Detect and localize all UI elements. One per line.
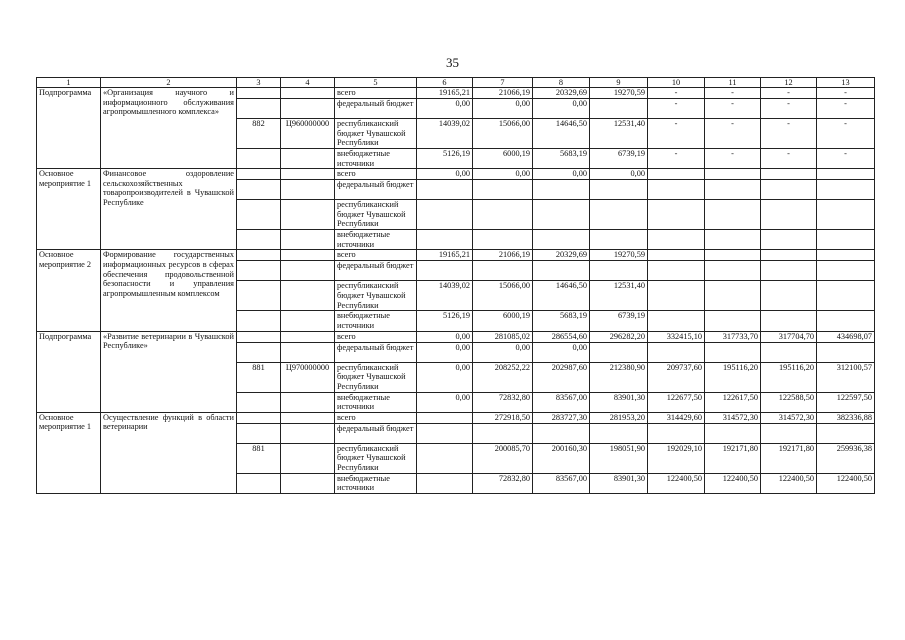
value-cell [473,261,533,281]
value-cell: 14039,02 [417,281,473,311]
table-row [37,88,875,99]
value-cell [817,342,875,362]
value-cell [761,281,817,311]
header-cell: 3 [237,78,281,88]
funding-source: внебюджетные источники [335,473,417,493]
value-cell: - [761,119,817,149]
value-cell [761,342,817,362]
value-cell: 0,00 [533,169,590,180]
value-cell: 5126,19 [417,311,473,331]
value-cell [533,200,590,230]
target-code [281,230,335,250]
value-cell [417,180,473,200]
value-cell [761,230,817,250]
funding-source: внебюджетные источники [335,311,417,331]
table-row [37,412,875,423]
value-cell: 12531,40 [590,281,648,311]
value-cell [648,230,705,250]
value-cell: 122400,50 [761,473,817,493]
grbs-code [237,200,281,230]
value-cell [648,342,705,362]
target-code [281,261,335,281]
program-name: «Развитие ветеринарии в Чувашской Республике» [101,331,237,412]
value-cell [761,180,817,200]
funding-source: республиканский бюджет Чувашской Республики [335,362,417,392]
grbs-code [237,261,281,281]
value-cell: 259936,38 [817,443,875,473]
value-cell [705,261,761,281]
value-cell: 198051,90 [590,443,648,473]
value-cell [473,230,533,250]
funding-source: республиканский бюджет Чувашской Республики [335,281,417,311]
value-cell [473,200,533,230]
value-cell [705,230,761,250]
value-cell: 21066,19 [473,250,533,261]
value-cell [817,250,875,261]
target-code [281,281,335,311]
grbs-code [237,99,281,119]
value-cell: 15066,00 [473,119,533,149]
grbs-code [237,342,281,362]
target-code [281,331,335,342]
value-cell: 195116,20 [761,362,817,392]
value-cell [761,311,817,331]
value-cell: 281085,02 [473,331,533,342]
value-cell: 200160,30 [533,443,590,473]
value-cell: 83901,30 [590,392,648,412]
value-cell: 19270,59 [590,88,648,99]
value-cell [417,200,473,230]
value-cell [533,180,590,200]
grbs-code [237,169,281,180]
grbs-code: 881 [237,443,281,473]
value-cell: 0,00 [417,362,473,392]
value-cell: 209737,60 [648,362,705,392]
target-code [281,443,335,473]
target-code [281,311,335,331]
table-row [37,169,875,180]
value-cell: 272918,50 [473,412,533,423]
value-cell: 434698,07 [817,331,875,342]
value-cell: - [705,119,761,149]
value-cell: 6000,19 [473,149,533,169]
value-cell: - [648,149,705,169]
value-cell [761,169,817,180]
grbs-code [237,412,281,423]
value-cell [417,412,473,423]
funding-source: федеральный бюджет [335,261,417,281]
header-cell: 1 [37,78,101,88]
value-cell [817,311,875,331]
program-type: Основное мероприятие 2 [37,250,101,331]
program-name: «Организация научного и информационного обслуживания агропромышленного комплекса» [101,88,237,169]
grbs-code [237,250,281,261]
value-cell: 0,00 [533,99,590,119]
value-cell: - [648,119,705,149]
grbs-code [237,392,281,412]
header-cell: 10 [648,78,705,88]
value-cell [533,423,590,443]
value-cell: - [648,88,705,99]
header-cell: 8 [533,78,590,88]
value-cell [648,261,705,281]
target-code [281,169,335,180]
value-cell [761,423,817,443]
value-cell: 5683,19 [533,311,590,331]
header-cell: 7 [473,78,533,88]
value-cell [705,342,761,362]
value-cell [533,261,590,281]
header-cell: 9 [590,78,648,88]
value-cell: 6000,19 [473,311,533,331]
funding-source: республиканский бюджет Чувашской Республики [335,119,417,149]
value-cell: 0,00 [417,392,473,412]
grbs-code [237,88,281,99]
value-cell [705,423,761,443]
value-cell: 14646,50 [533,119,590,149]
funding-source: федеральный бюджет [335,342,417,362]
value-cell [705,200,761,230]
value-cell [817,169,875,180]
target-code [281,99,335,119]
header-cell: 13 [817,78,875,88]
funding-source: республиканский бюджет Чувашской Республики [335,443,417,473]
value-cell: 6739,19 [590,149,648,169]
value-cell: 314429,60 [648,412,705,423]
value-cell: 312100,57 [817,362,875,392]
funding-source: федеральный бюджет [335,180,417,200]
value-cell: 122597,50 [817,392,875,412]
target-code [281,423,335,443]
value-cell [417,473,473,493]
value-cell [648,281,705,311]
target-code [281,180,335,200]
value-cell: 72832,80 [473,473,533,493]
funding-source: всего [335,412,417,423]
program-type: Основное мероприятие 1 [37,169,101,250]
value-cell: 6739,19 [590,311,648,331]
value-cell: 122588,50 [761,392,817,412]
value-cell: 317704,70 [761,331,817,342]
value-cell: 0,00 [473,342,533,362]
funding-source: федеральный бюджет [335,423,417,443]
value-cell: 122400,50 [648,473,705,493]
value-cell: 332415,10 [648,331,705,342]
value-cell: 281953,20 [590,412,648,423]
value-cell: - [648,99,705,119]
value-cell: 83567,00 [533,392,590,412]
header-cell: 11 [705,78,761,88]
header-cell: 12 [761,78,817,88]
funding-source: всего [335,88,417,99]
value-cell: 20329,69 [533,250,590,261]
value-cell [417,443,473,473]
grbs-code [237,180,281,200]
value-cell [817,261,875,281]
value-cell: 12531,40 [590,119,648,149]
funding-source: всего [335,331,417,342]
value-cell [590,261,648,281]
value-cell: - [817,119,875,149]
value-cell: - [761,149,817,169]
value-cell: 122400,50 [817,473,875,493]
value-cell [473,423,533,443]
value-cell: 19270,59 [590,250,648,261]
value-cell: - [817,99,875,119]
value-cell [817,423,875,443]
value-cell: 195116,20 [705,362,761,392]
value-cell [705,169,761,180]
funding-source: внебюджетные источники [335,392,417,412]
table-row [37,250,875,261]
value-cell: 83901,30 [590,473,648,493]
budget-table [36,77,875,494]
funding-source: федеральный бюджет [335,99,417,119]
value-cell: 21066,19 [473,88,533,99]
value-cell: 0,00 [417,99,473,119]
value-cell: 0,00 [473,169,533,180]
header-cell: 4 [281,78,335,88]
table-row [37,331,875,342]
value-cell [417,423,473,443]
value-cell: 382336,88 [817,412,875,423]
value-cell: 19165,21 [417,88,473,99]
value-cell: 192029,10 [648,443,705,473]
value-cell [590,180,648,200]
table-header-row [37,78,875,88]
value-cell: 0,00 [590,169,648,180]
value-cell [648,169,705,180]
funding-source: внебюджетные источники [335,149,417,169]
value-cell [648,250,705,261]
value-cell: - [761,99,817,119]
value-cell [705,311,761,331]
header-cell: 2 [101,78,237,88]
value-cell [590,99,648,119]
page-number: 35 [446,55,459,70]
value-cell [648,180,705,200]
value-cell: - [705,99,761,119]
target-code [281,88,335,99]
funding-source: всего [335,169,417,180]
value-cell: - [705,149,761,169]
value-cell [705,281,761,311]
value-cell: 72832,80 [473,392,533,412]
funding-source: всего [335,250,417,261]
value-cell: 314572,30 [761,412,817,423]
value-cell: 283727,30 [533,412,590,423]
grbs-code [237,281,281,311]
target-code [281,149,335,169]
value-cell: 314572,30 [705,412,761,423]
value-cell: 5683,19 [533,149,590,169]
header-cell: 6 [417,78,473,88]
table-body [37,78,875,494]
value-cell [648,311,705,331]
value-cell: 0,00 [533,342,590,362]
program-name: Формирование государственных информационных ресурсов в сферах обеспечения продовольственной безопасности и управления агропромышленным комплексом [101,250,237,331]
value-cell: - [817,149,875,169]
value-cell [590,200,648,230]
value-cell [417,230,473,250]
value-cell: 15066,00 [473,281,533,311]
funding-source: республиканский бюджет Чувашской Республики [335,200,417,230]
value-cell: 14039,02 [417,119,473,149]
value-cell: 317733,70 [705,331,761,342]
program-name: Финансовое оздоровление сельскохозяйственных товаропроизводителей в Чувашской Республике [101,169,237,250]
value-cell: 122400,50 [705,473,761,493]
value-cell [761,261,817,281]
value-cell [417,261,473,281]
value-cell [590,342,648,362]
grbs-code [237,149,281,169]
grbs-code: 882 [237,119,281,149]
value-cell [761,250,817,261]
target-code [281,342,335,362]
value-cell: 200085,70 [473,443,533,473]
value-cell [533,230,590,250]
value-cell: 296282,20 [590,331,648,342]
value-cell: - [761,88,817,99]
value-cell: 0,00 [417,342,473,362]
value-cell: 122677,50 [648,392,705,412]
target-code [281,200,335,230]
value-cell [705,250,761,261]
value-cell [648,423,705,443]
value-cell [817,200,875,230]
value-cell [817,230,875,250]
grbs-code [237,230,281,250]
value-cell: - [705,88,761,99]
value-cell: 286554,60 [533,331,590,342]
value-cell [817,281,875,311]
target-code [281,250,335,261]
grbs-code: 881 [237,362,281,392]
grbs-code [237,331,281,342]
value-cell: 122617,50 [705,392,761,412]
value-cell [590,423,648,443]
value-cell: 212380,90 [590,362,648,392]
grbs-code [237,311,281,331]
value-cell: 208252,22 [473,362,533,392]
value-cell: 19165,21 [417,250,473,261]
value-cell: 0,00 [473,99,533,119]
value-cell [590,230,648,250]
program-type: Подпрограмма [37,88,101,169]
grbs-code [237,473,281,493]
value-cell [761,200,817,230]
value-cell: - [817,88,875,99]
program-name: Осуществление функций в области ветеринарии [101,412,237,493]
target-code: Ц960000000 [281,119,335,149]
header-cell: 5 [335,78,417,88]
value-cell [705,180,761,200]
target-code [281,392,335,412]
target-code [281,473,335,493]
value-cell: 192171,80 [705,443,761,473]
value-cell: 202987,60 [533,362,590,392]
value-cell: 0,00 [417,169,473,180]
value-cell [473,180,533,200]
value-cell: 192171,80 [761,443,817,473]
program-type: Подпрограмма [37,331,101,412]
program-type: Основное мероприятие 1 [37,412,101,493]
value-cell: 20329,69 [533,88,590,99]
value-cell [648,200,705,230]
value-cell: 14646,50 [533,281,590,311]
value-cell: 5126,19 [417,149,473,169]
target-code [281,412,335,423]
target-code: Ц970000000 [281,362,335,392]
grbs-code [237,423,281,443]
value-cell: 0,00 [417,331,473,342]
value-cell [817,180,875,200]
funding-source: внебюджетные источники [335,230,417,250]
value-cell: 83567,00 [533,473,590,493]
